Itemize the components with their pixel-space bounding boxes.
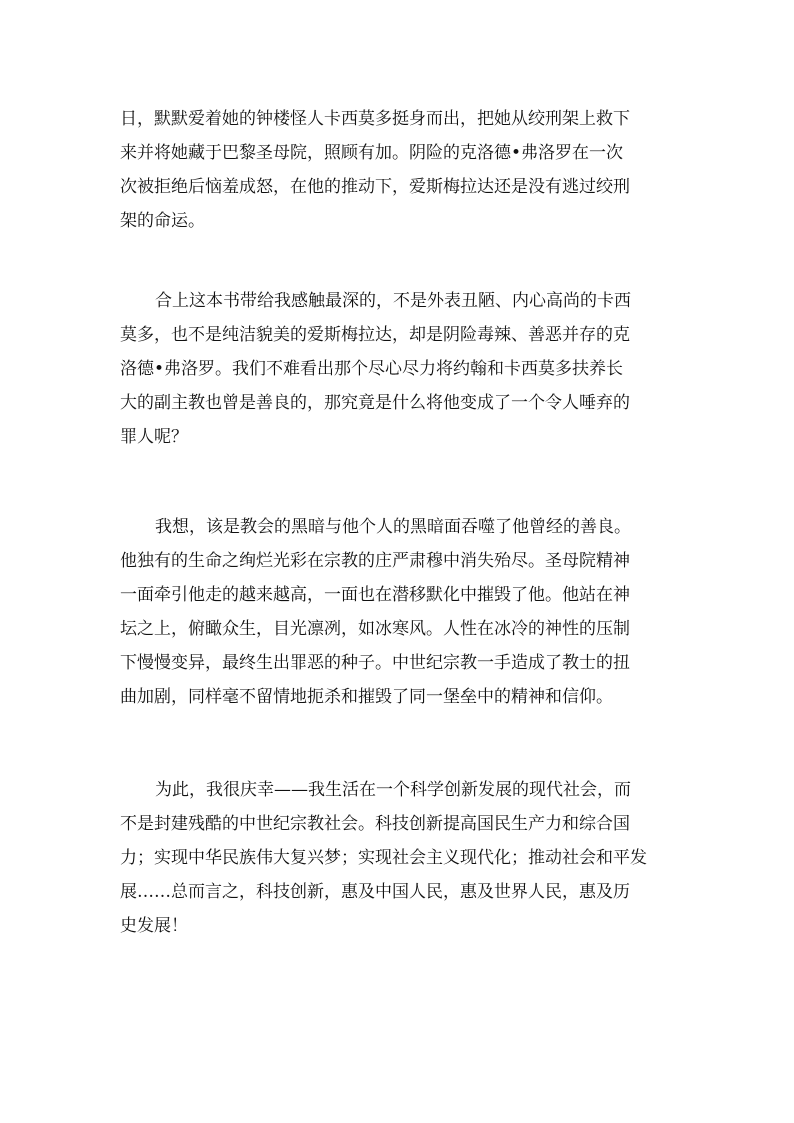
text-line: 力；实现中华民族伟大复兴梦；实现社会主义现代化；推动社会和平发	[120, 848, 647, 868]
text-line: 展……总而言之，科技创新，惠及中国人民，惠及世界人民，惠及历	[120, 882, 630, 902]
text-line: 一面牵引他走的越来越高，一面也在潜移默化中摧毁了他。他站在神	[120, 585, 630, 605]
text-line: 罪人呢？	[120, 427, 188, 447]
text-line: 为此，我很庆幸——我生活在一个科学创新发展的现代社会，而	[155, 780, 631, 800]
text-line: 我想，该是教会的黑暗与他个人的黑暗面吞噬了他曾经的善良。	[155, 517, 631, 537]
text-line: 史发展！	[120, 916, 188, 936]
text-line: 来并将她藏于巴黎圣母院，照顾有加。阴险的克洛德•弗洛罗在一次	[120, 143, 624, 163]
text-line: 大的副主教也曾是善良的，那究竟是什么将他变成了一个令人唾弃的	[120, 393, 630, 413]
text-line: 曲加剧，同样毫不留情地扼杀和摧毁了同一堡垒中的精神和信仰。	[120, 687, 613, 707]
text-line: 次被拒绝后恼羞成怒，在他的推动下，爱斯梅拉达还是没有逃过绞刑	[120, 177, 630, 197]
text-line: 日，默默爱着她的钟楼怪人卡西莫多挺身而出，把她从绞刑架上救下	[120, 109, 630, 129]
text-line: 洛德•弗洛罗。我们不难看出那个尽心尽力将约翰和卡西莫多扶养长	[120, 359, 624, 379]
text-line: 合上这本书带给我感触最深的，不是外表丑陋、内心高尚的卡西	[155, 291, 631, 311]
text-line: 坛之上，俯瞰众生，目光凛冽，如冰寒风。人性在冰冷的神性的压制	[120, 619, 630, 639]
text-line: 不是封建残酷的中世纪宗教社会。科技创新提高国民生产力和综合国	[120, 814, 630, 834]
text-line: 架的命运。	[120, 211, 205, 231]
text-line: 下慢慢变异，最终生出罪恶的种子。中世纪宗教一手造成了教士的扭	[120, 653, 630, 673]
text-line: 莫多，也不是纯洁貌美的爱斯梅拉达，却是阴险毒辣、善恶并存的克	[120, 325, 630, 345]
text-line: 他独有的生命之绚烂光彩在宗教的庄严肃穆中消失殆尽。圣母院精神	[120, 551, 630, 571]
